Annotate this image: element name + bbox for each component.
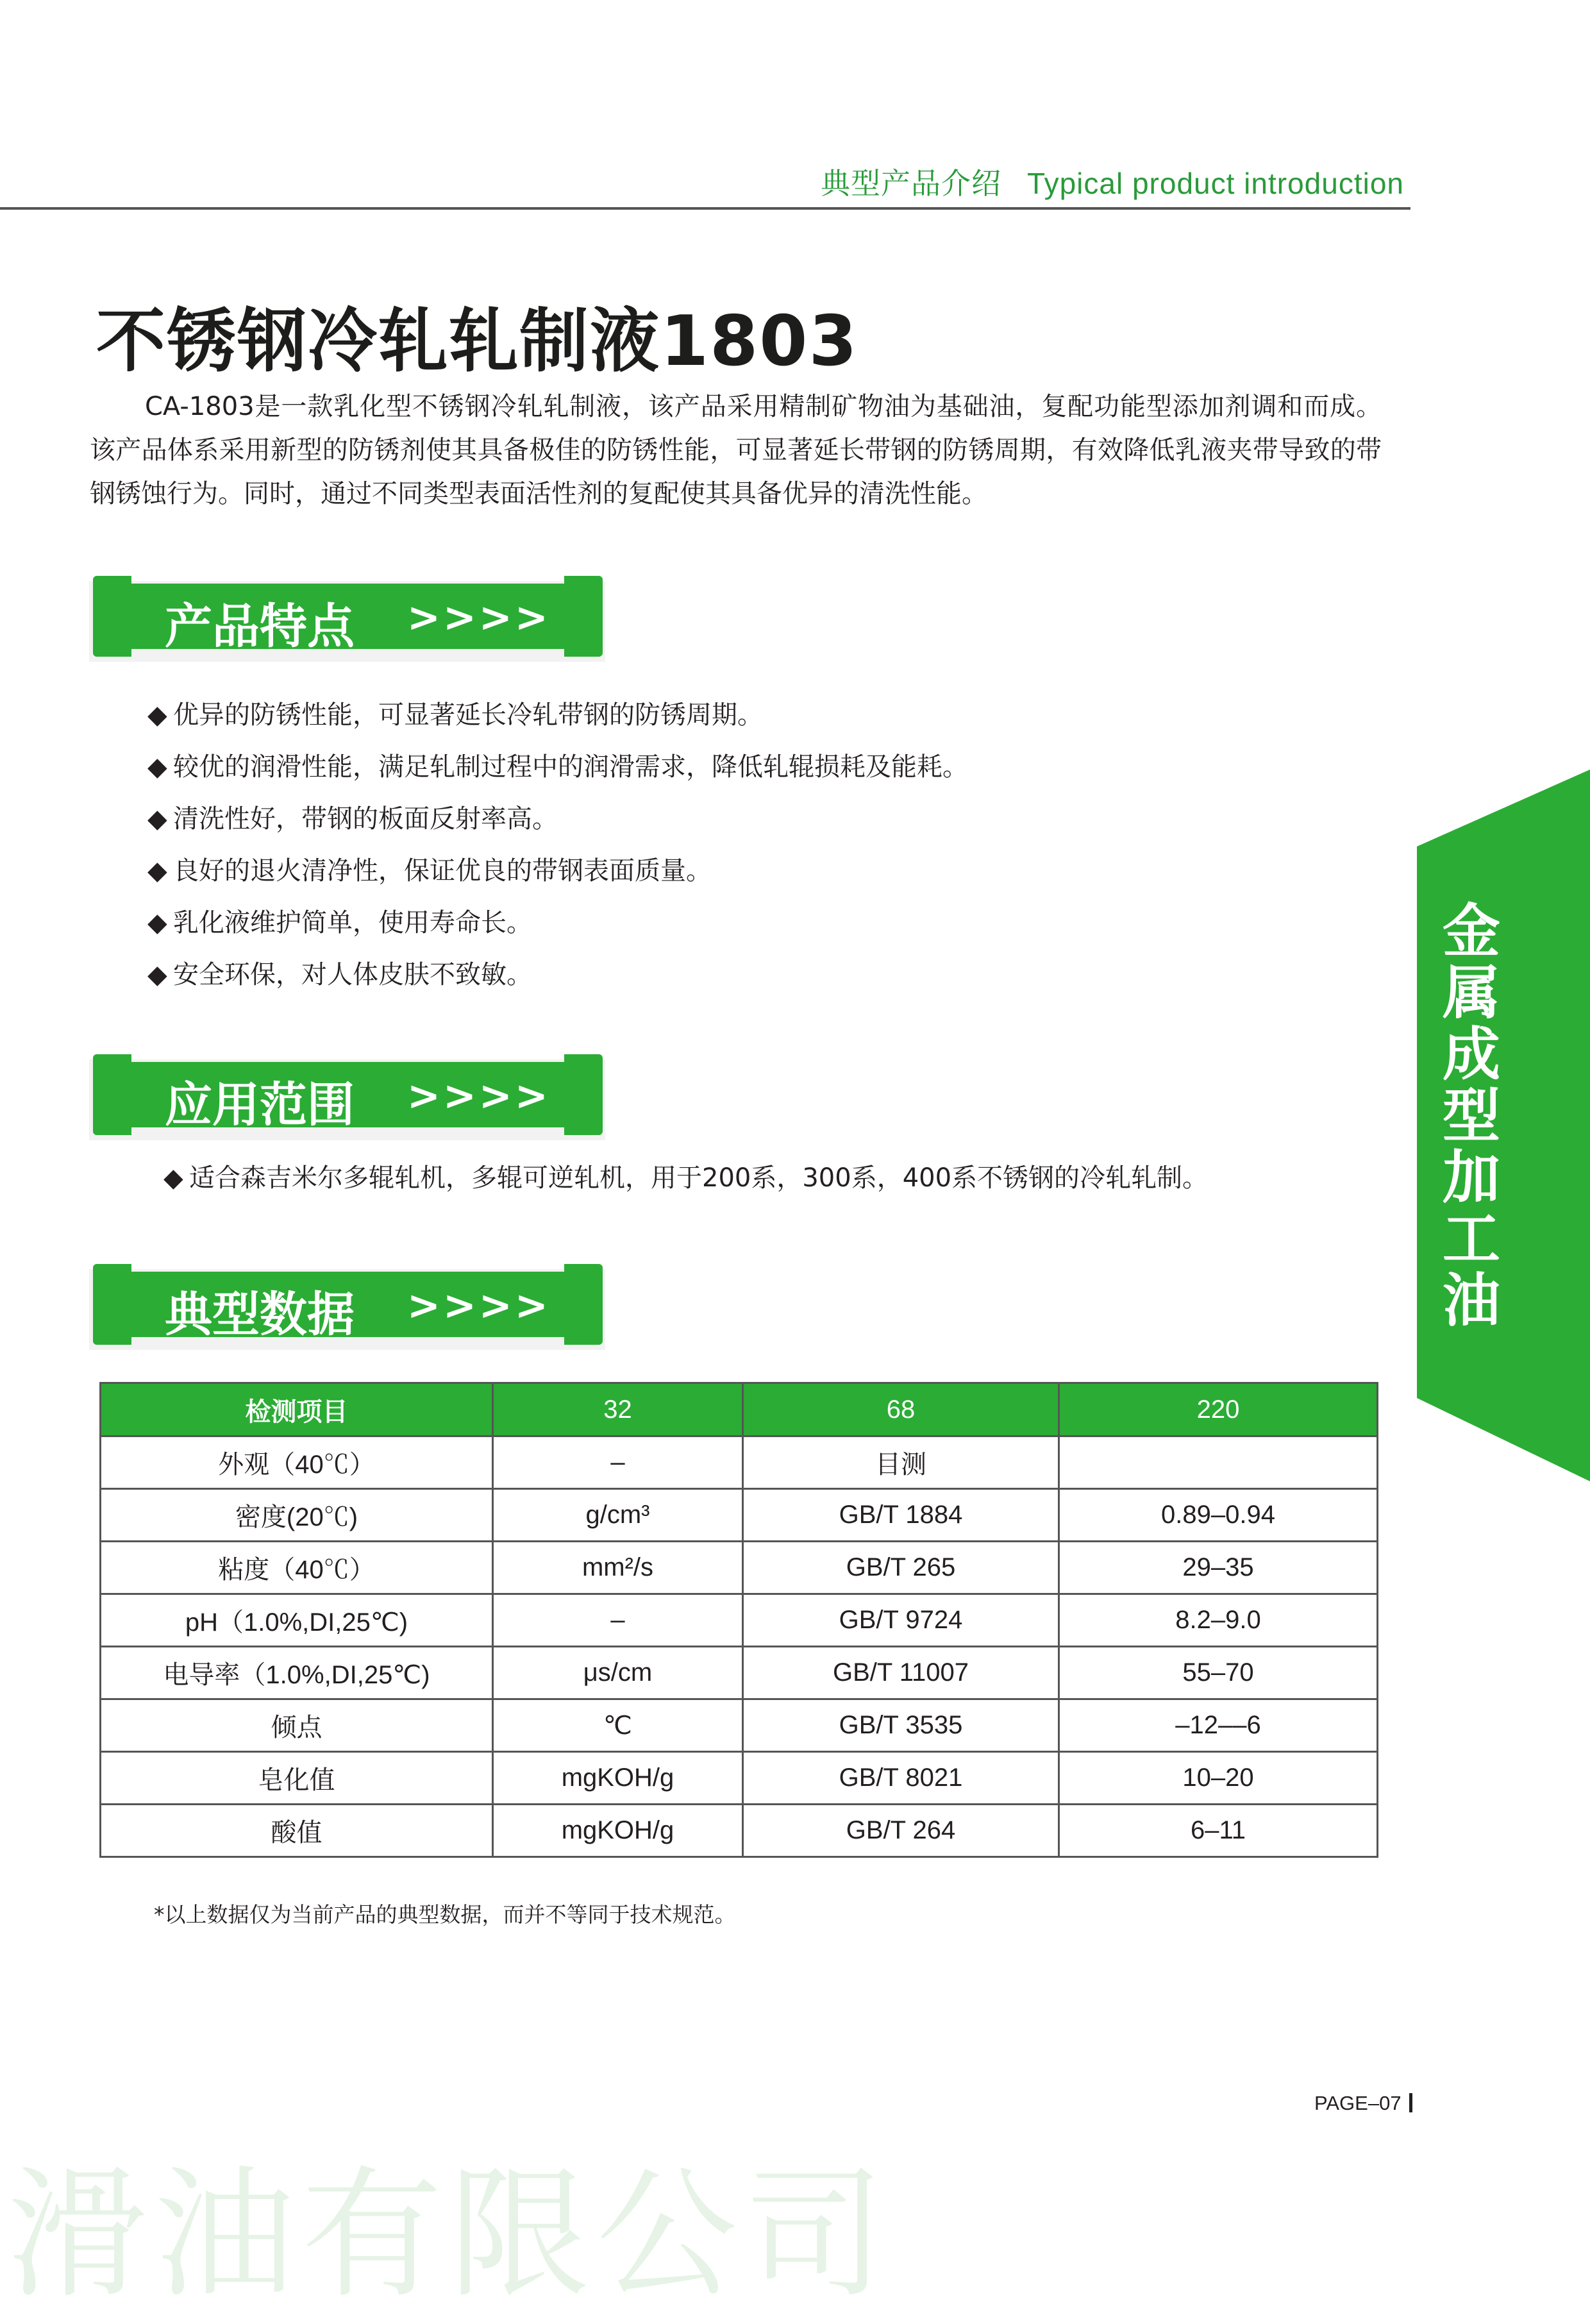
section-banner-features xyxy=(93,576,603,657)
feature-text: 安全环保，对人体皮肤不致敏。 xyxy=(173,960,532,989)
diamond-bullet-icon: ◆ xyxy=(163,1163,183,1193)
table-footnote: *以上数据仅为当前产品的典型数据，而并不等同于技术规范。 xyxy=(154,1902,736,1927)
table-row xyxy=(101,1805,1378,1857)
product-intro xyxy=(90,385,1382,516)
company-watermark: 滑油有限公司 xyxy=(6,2153,892,2317)
table-row xyxy=(101,1752,1378,1805)
section-label-data: 典型数据 xyxy=(165,1287,355,1342)
table-cell: – xyxy=(493,1436,743,1489)
table-row xyxy=(101,1647,1378,1699)
table-cell: 密度(20℃) xyxy=(101,1489,493,1542)
table-header-cell: 检测项目 xyxy=(101,1383,493,1436)
table-row xyxy=(101,1699,1378,1752)
diamond-bullet-icon: ◆ xyxy=(147,856,167,886)
table-cell: 10–20 xyxy=(1059,1752,1378,1805)
table-cell: 皂化值 xyxy=(101,1752,493,1805)
table-cell: 6–11 xyxy=(1059,1805,1378,1857)
section-arrows: >>>> xyxy=(407,1282,551,1329)
table-cell: 倾点 xyxy=(101,1699,493,1752)
table-cell: g/cm³ xyxy=(493,1489,743,1542)
table-cell: GB/T 264 xyxy=(743,1805,1059,1857)
table-cell: GB/T 1884 xyxy=(743,1489,1059,1542)
table-cell: GB/T 265 xyxy=(743,1542,1059,1594)
table-cell xyxy=(1059,1436,1378,1489)
feature-item xyxy=(147,748,968,800)
feature-text: 清洗性好，带钢的板面反射率高。 xyxy=(173,804,558,834)
table-cell: 电导率（1.0%,DI,25℃) xyxy=(101,1647,493,1699)
side-category-label: 金属成型加工油 xyxy=(1443,898,1500,1335)
table-cell: GB/T 9724 xyxy=(743,1594,1059,1647)
feature-list xyxy=(147,696,968,1007)
feature-item xyxy=(147,852,968,904)
product-title: 不锈钢冷轧轧制液1803 xyxy=(96,301,858,382)
table-cell: 外观（40℃） xyxy=(101,1436,493,1489)
page-number-text: PAGE–07 xyxy=(1314,2092,1402,2114)
table-cell: GB/T 11007 xyxy=(743,1647,1059,1699)
section-label-application: 应用范围 xyxy=(165,1077,355,1133)
feature-item xyxy=(147,800,968,852)
section-banner-application xyxy=(93,1054,603,1135)
table-cell: GB/T 3535 xyxy=(743,1699,1059,1752)
header-divider xyxy=(0,207,1410,210)
typical-data-table-wrap xyxy=(99,1382,1377,1858)
table-cell: –12––6 xyxy=(1059,1699,1378,1752)
table-row xyxy=(101,1594,1378,1647)
feature-text: 良好的退火清净性，保证优良的带钢表面质量。 xyxy=(173,856,712,886)
table-cell: 粘度（40℃） xyxy=(101,1542,493,1594)
section-banner-data xyxy=(93,1264,603,1345)
table-cell: GB/T 8021 xyxy=(743,1752,1059,1805)
diamond-bullet-icon: ◆ xyxy=(147,752,167,782)
table-cell: 29–35 xyxy=(1059,1542,1378,1594)
table-cell: μs/cm xyxy=(493,1647,743,1699)
table-header-cell: 32 xyxy=(493,1383,743,1436)
intro-paragraph: CA-1803是一款乳化型不锈钢冷轧轧制液，该产品采用精制矿物油为基础油，复配功能型添加剂调和而成。该产品体系采用新型的防锈剂使其具备极佳的防锈性能，可显著延长带钢的防锈周期，有效降低乳液夹带导致的带钢锈蚀行为。同时，通过不同类型表面活性剂的复配使其具备优异的清洗性能。 xyxy=(90,392,1382,509)
diamond-bullet-icon: ◆ xyxy=(147,700,167,730)
table-cell: mm²/s xyxy=(493,1542,743,1594)
feature-text: 较优的润滑性能，满足轧制过程中的润滑需求，降低轧辊损耗及能耗。 xyxy=(173,752,968,782)
table-header-cell: 220 xyxy=(1059,1383,1378,1436)
section-label-features: 产品特点 xyxy=(165,599,355,654)
section-arrows: >>>> xyxy=(407,594,551,641)
table-body xyxy=(101,1436,1378,1857)
table-header-cell: 68 xyxy=(743,1383,1059,1436)
feature-item xyxy=(147,696,968,748)
diamond-bullet-icon: ◆ xyxy=(147,960,167,989)
diamond-bullet-icon: ◆ xyxy=(147,804,167,834)
table-row xyxy=(101,1542,1378,1594)
feature-item xyxy=(147,904,968,956)
table-cell: – xyxy=(493,1594,743,1647)
page-header xyxy=(821,160,1404,203)
table-cell: 55–70 xyxy=(1059,1647,1378,1699)
table-header-row xyxy=(101,1383,1378,1436)
table-cell: mgKOH/g xyxy=(493,1752,743,1805)
table-cell: ℃ xyxy=(493,1699,743,1752)
section-arrows: >>>> xyxy=(407,1072,551,1119)
table-cell: mgKOH/g xyxy=(493,1805,743,1857)
page-number xyxy=(1314,2092,1412,2115)
table-row xyxy=(101,1489,1378,1542)
table-cell: 8.2–9.0 xyxy=(1059,1594,1378,1647)
feature-text: 乳化液维护简单，使用寿命长。 xyxy=(173,908,532,938)
header-title-cn: 典型产品介绍 xyxy=(821,166,1002,201)
table-row xyxy=(101,1436,1378,1489)
table-cell: 酸值 xyxy=(101,1805,493,1857)
typical-data-table xyxy=(99,1382,1378,1858)
table-cell: 目测 xyxy=(743,1436,1059,1489)
application-description: 适合森吉米尔多辊轧机，多辊可逆轧机，用于200系，300系，400系不锈钢的冷轧轧制。 xyxy=(189,1163,1209,1193)
table-cell: 0.89–0.94 xyxy=(1059,1489,1378,1542)
application-text xyxy=(163,1158,1208,1194)
feature-text: 优异的防锈性能，可显著延长冷轧带钢的防锈周期。 xyxy=(173,700,763,730)
table-cell: pH（1.0%,DI,25℃) xyxy=(101,1594,493,1647)
feature-item xyxy=(147,956,968,1007)
page-number-marker xyxy=(1409,2093,1412,2112)
header-title-en: Typical product introduction xyxy=(1027,167,1404,200)
diamond-bullet-icon: ◆ xyxy=(147,908,167,938)
